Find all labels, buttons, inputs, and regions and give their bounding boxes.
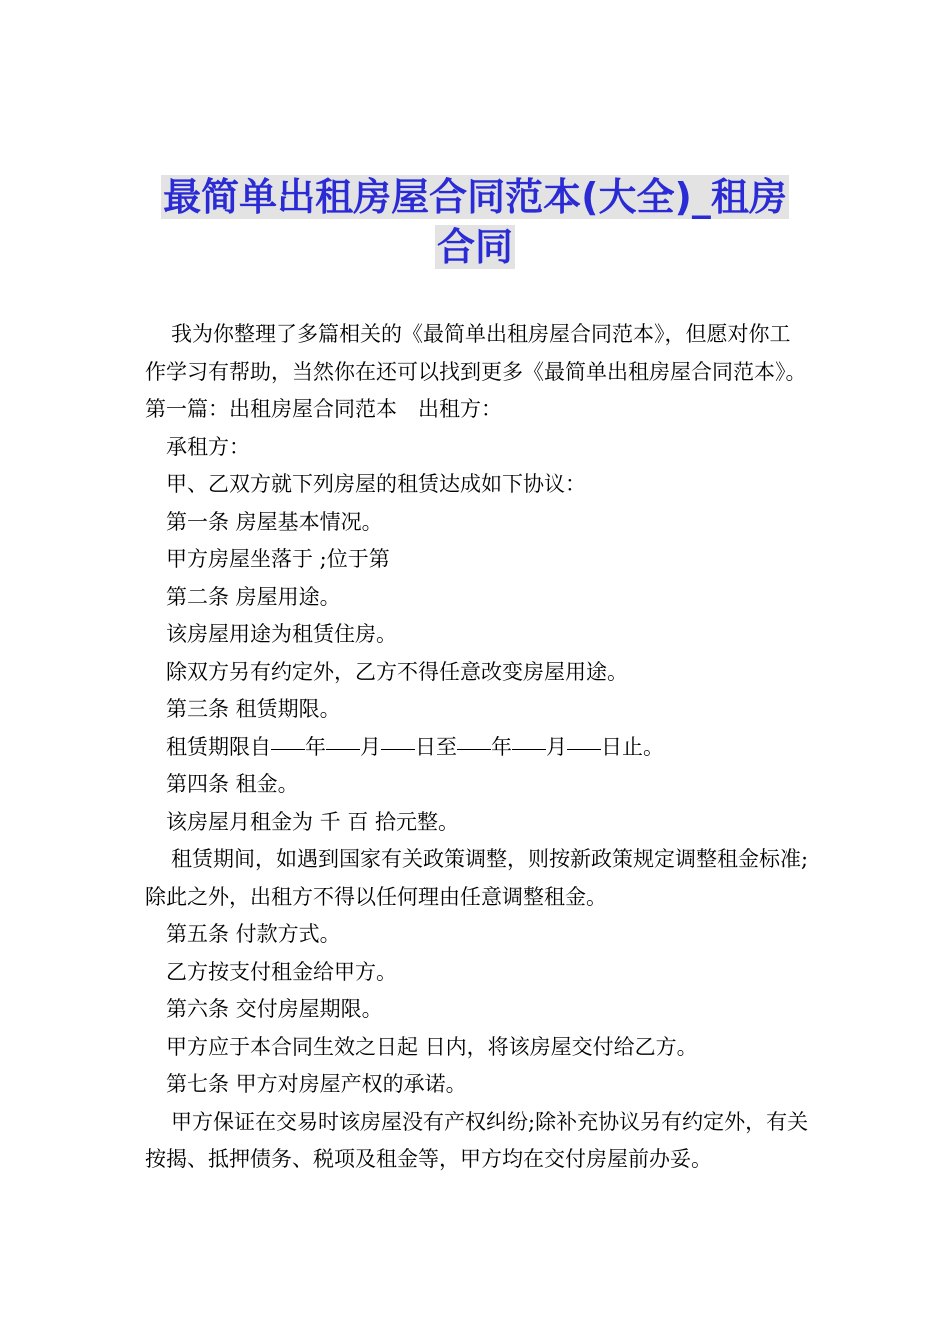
document-title — [0, 172, 950, 272]
article-3-heading: 第三条 租赁期限。 — [166, 697, 341, 721]
article-2-heading: 第二条 房屋用途。 — [166, 584, 341, 609]
article-5-heading: 第五条 付款方式。 — [166, 922, 341, 946]
blank-line — [512, 748, 546, 750]
title-line-1: 最简单出租房屋合同范本(大全)_租房 — [163, 175, 787, 219]
blank-line — [326, 748, 360, 750]
document-body — [145, 316, 810, 1179]
paragraph-rent-amount: 该房屋月租金为 千 百 拾元整。 — [166, 809, 460, 834]
paragraph-location: 甲方房屋坐落于 ;位于第 — [166, 547, 390, 571]
paragraph-usage: 该房屋用途为租赁住房。 — [166, 622, 397, 646]
paragraph-delivery: 甲方应于本合同生效之日起 日内，将该房屋交付给乙方。 — [166, 1034, 698, 1059]
title-line-2: 合同 — [436, 225, 513, 269]
lease-term-text-g: 日止。 — [601, 734, 664, 759]
paragraph-property-guarantee: 甲方保证在交易时该房屋没有产权纠纷;除补充协议另有约定外，有关按揭、抵押债务、税项及租金等，甲方均在交付房屋前办妥。 — [145, 1109, 809, 1171]
lease-term-text-c: 月 — [360, 734, 381, 759]
article-4-heading: 第四条 租金。 — [166, 772, 299, 796]
paragraph-part-one: 第一篇：出租房屋合同范本 出租方： — [145, 397, 502, 421]
article-1-heading: 第一条 房屋基本情况。 — [166, 509, 383, 534]
article-6-heading: 第六条 交付房屋期限。 — [166, 997, 383, 1021]
blank-line — [381, 748, 415, 750]
lease-term-text-e: 年 — [491, 734, 512, 759]
paragraph-agreement: 甲、乙双方就下列房屋的租赁达成如下协议： — [166, 472, 586, 496]
paragraph-payment: 乙方按支付租金给甲方。 — [166, 959, 397, 984]
lease-term-text-f: 月 — [546, 734, 567, 759]
paragraph-usage-restriction: 除双方另有约定外，乙方不得任意改变房屋用途。 — [166, 659, 628, 684]
blank-line — [457, 748, 491, 750]
lease-term-text-d: 日至 — [415, 734, 457, 759]
intro-paragraph: 我为你整理了多篇相关的《最简单出租房屋合同范本》，但愿对你工作学习有帮助，当然你在还可以找到更多《最简单出租房屋合同范本》。 — [145, 322, 807, 384]
lease-term-text-a: 租赁期限自 — [166, 734, 271, 759]
paragraph-rent-adjustment: 租赁期间，如遇到国家有关政策调整，则按新政策规定调整租金标准;除此之外，出租方不得以任何理由任意调整租金。 — [145, 847, 809, 909]
blank-line — [567, 748, 601, 750]
paragraph-lease-term — [145, 729, 810, 767]
blank-line — [271, 748, 305, 750]
lease-term-text-b: 年 — [305, 734, 326, 759]
paragraph-lessee: 承租方： — [166, 434, 250, 459]
article-7-heading: 第七条 甲方对房屋产权的承诺。 — [166, 1072, 467, 1096]
